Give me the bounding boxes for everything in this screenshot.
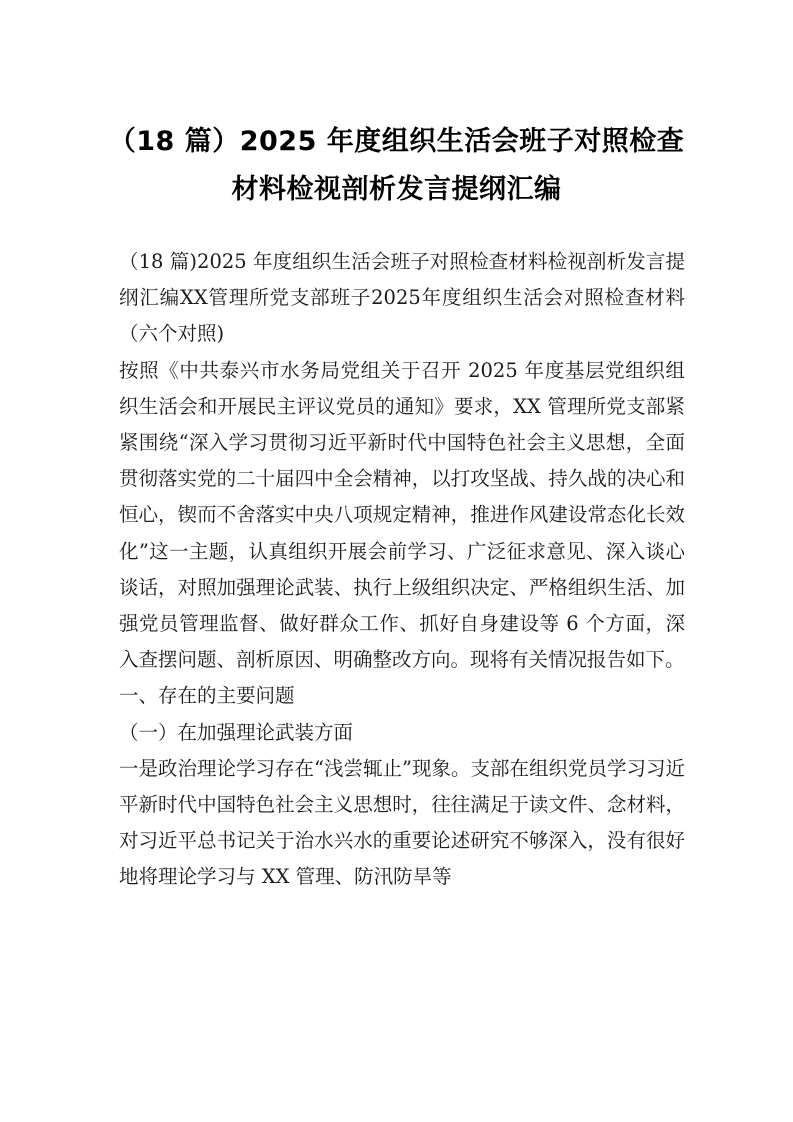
subsection-heading: （一）在加强理论武装方面 — [119, 720, 354, 744]
section-heading: 一、存在的主要问题 — [119, 684, 295, 708]
intro-paragraph: （18 篇)2025 年度组织生活会班子对照检查材料检视剖析发言提纲汇编XX管理所党支部班子2025年度组织生活会对照检查材料（六个对照) — [119, 250, 685, 346]
document-body — [119, 244, 685, 896]
body-paragraph: 按照《中共泰兴市水务局党组关于召开 2025 年度基层党组织组织生活会和开展民主评议党员的通知》要求，XX 管理所党支部紧紧围绕“深入学习贯彻习近平新时代中国特色社会主义思想，全面贯彻落实党的二十届四中全会精神，以打攻坚战、持久战的决心和恒心，锲而不舍落实中央八项规定精神，推进作风建设常态化长效化”这一主题，认真组织开展会前学习、广泛征求意见、深入谈心谈话，对照加强理论武装、执行上级组织决定、严格组织生活、加强党员管理监督、做好群众工作、抓好自身建设等 6 个方面，深入查摆问题、剖析原因、明确整改方向。现将有关情况报告如下。 — [119, 358, 685, 672]
document-title: （18 篇）2025 年度组织生活会班子对照检查材料检视剖析发言提纲汇编 — [108, 126, 685, 205]
body-paragraph: 一是政治理论学习存在“浅尝辄止”现象。支部在组织党员学习习近平新时代中国特色社会主义思想时，往往满足于读文件、念材料，对习近平总书记关于治水兴水的重要论述研究不够深入，没有很好地将理论学习与 XX 管理、防汛防旱等 — [119, 756, 685, 889]
